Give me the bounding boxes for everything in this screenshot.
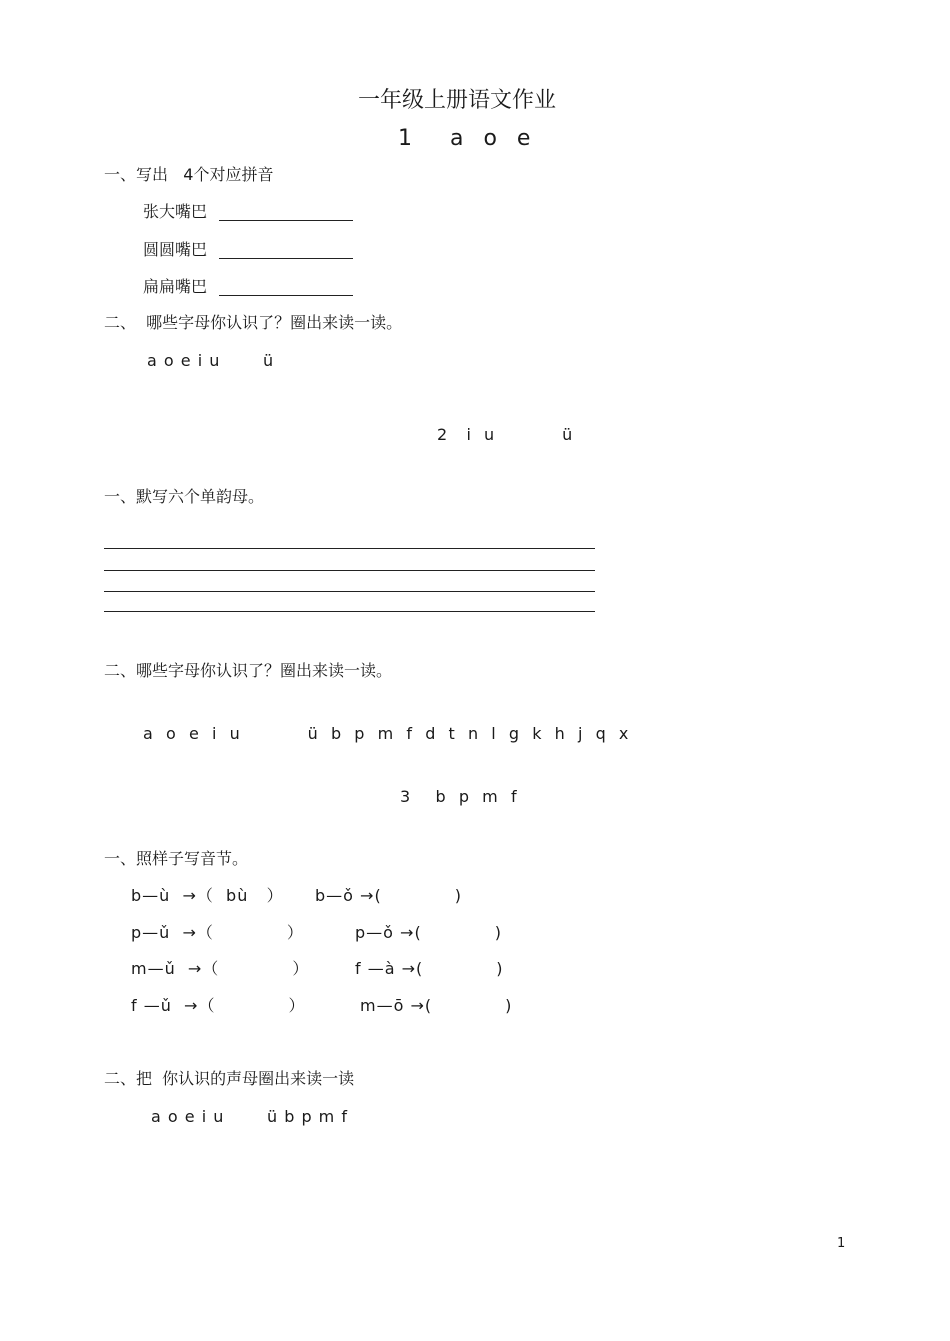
answer-label-2: 圆圆嘴巴 bbox=[143, 240, 208, 259]
writing-line-4[interactable] bbox=[104, 611, 595, 612]
answer-blank-3[interactable] bbox=[219, 295, 353, 296]
lesson-1-letters: a o e i u ü bbox=[147, 351, 275, 370]
lesson-2-letters: a o e i u ü b p m f d t n l g k h j q x bbox=[143, 724, 630, 743]
lesson-3-question-2: 二、把 你认识的声母圈出来读一读 bbox=[104, 1069, 355, 1088]
page-number: 1 bbox=[837, 1236, 846, 1251]
syllable-row-3-left[interactable]: m—ǔ →（ ） bbox=[131, 959, 310, 978]
answer-label-1: 张大嘴巴 bbox=[143, 202, 208, 221]
writing-line-1[interactable] bbox=[104, 548, 595, 549]
lesson-1-question-1: 一、写出 4个对应拼音 bbox=[104, 165, 274, 184]
syllable-row-3-right[interactable]: f —à →( ) bbox=[355, 959, 504, 978]
syllable-row-4-left[interactable]: f —ǔ →（ ） bbox=[131, 996, 306, 1015]
lesson-3-question-1: 一、照样子写音节。 bbox=[104, 849, 249, 868]
lesson-2-question-2: 二、哪些字母你认识了？圈出来读一读。 bbox=[104, 661, 393, 680]
answer-label-3: 扁扁嘴巴 bbox=[143, 277, 208, 296]
writing-line-2[interactable] bbox=[104, 570, 595, 571]
syllable-row-1-left[interactable]: b—ù →（ bù ） bbox=[131, 886, 284, 905]
lesson-3-heading: 3 b p m f bbox=[400, 787, 518, 806]
writing-line-3[interactable] bbox=[104, 591, 595, 592]
syllable-row-1-right[interactable]: b—ǒ →( ) bbox=[315, 886, 462, 905]
syllable-row-2-right[interactable]: p—ǒ →( ) bbox=[355, 923, 502, 942]
lesson-2-question-1: 一、默写六个单韵母。 bbox=[104, 487, 265, 506]
lesson-1-heading: 1 a o e bbox=[398, 126, 533, 151]
page-title: 一年级上册语文作业 bbox=[358, 88, 557, 113]
syllable-row-2-left[interactable]: p—ǔ →（ ） bbox=[131, 923, 304, 942]
lesson-3-letters: a o e i u ü b p m f bbox=[151, 1107, 348, 1126]
answer-blank-2[interactable] bbox=[219, 258, 353, 259]
answer-blank-1[interactable] bbox=[219, 220, 353, 221]
lesson-2-heading: 2 i u ü bbox=[437, 425, 574, 444]
syllable-row-4-right[interactable]: m—ō →( ) bbox=[360, 996, 513, 1015]
lesson-1-question-2: 二、 哪些字母你认识了？圈出来读一读。 bbox=[104, 313, 403, 332]
